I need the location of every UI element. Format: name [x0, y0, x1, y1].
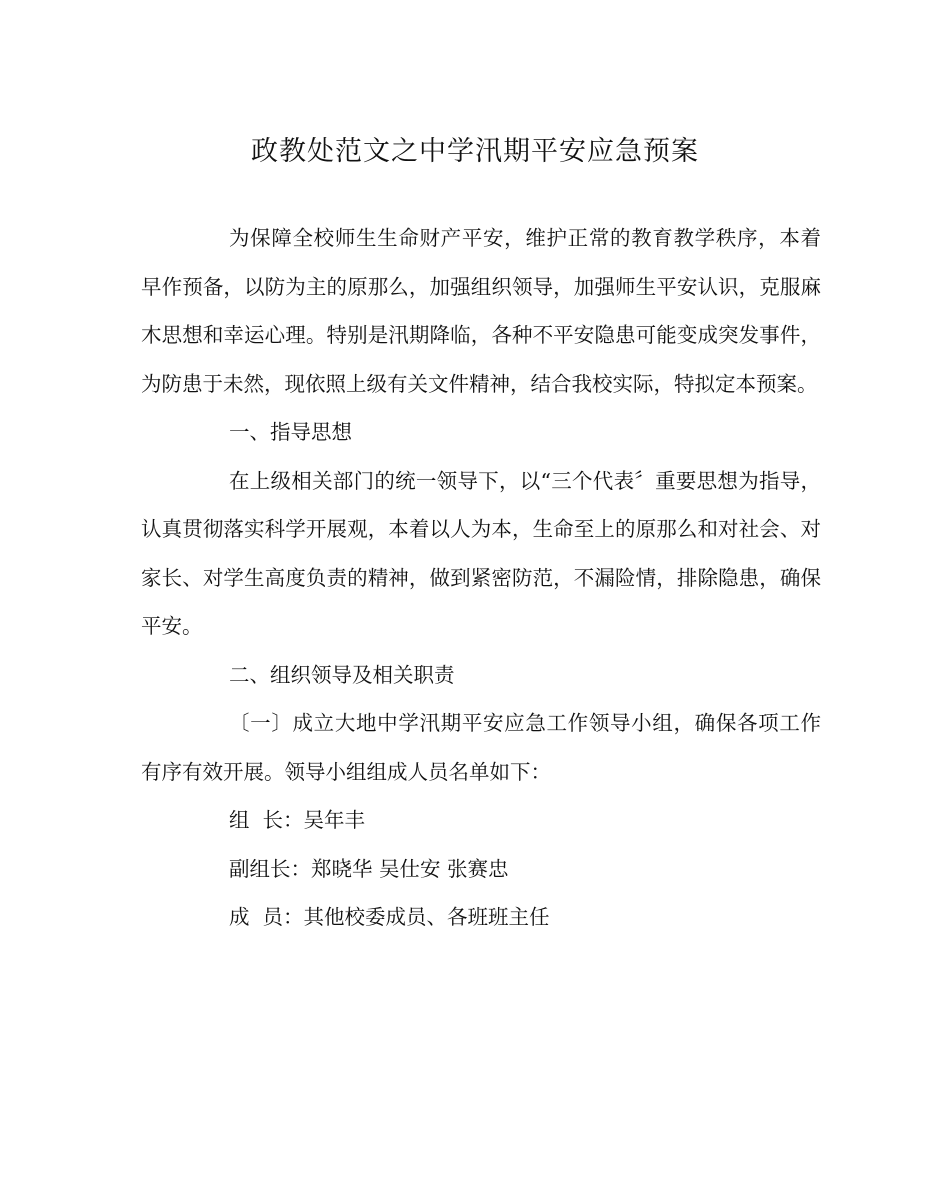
section-heading-guiding-ideology: 一、指导思想	[229, 420, 352, 444]
document-title: 政教处范文之中学汛期平安应急预案	[251, 136, 699, 167]
guiding-ideology-paragraph: 在上级相关部门的统一领导下，以“三个代表〞重要思想为指导，认真贯彻落实科学开展观，本着以人为本，生命至上的原那么和对社会、对家长、对学生高度负责的精神，做到紧密防范，不漏险情，排除隐患，确保平安。	[141, 468, 821, 638]
member-others: 成 员：其他校委成员、各班班主任	[229, 905, 550, 929]
document-body	[141, 214, 821, 942]
intro-paragraph: 为保障全校师生生命财产平安，维护正常的教育教学秩序，本着早作预备，以防为主的原那么，加强组织领导，加强师生平安认识，克服麻木思想和幸运心理。特别是汛期降临，各种不平安隐患可能变成突发事件，为防患于未然，现依照上级有关文件精神，结合我校实际，特拟定本预案。	[141, 226, 821, 396]
member-deputy-leaders: 副组长：郑晓华 吴仕安 张赛忠	[229, 856, 509, 881]
organization-paragraph: 〔一〕成立大地中学汛期平安应急工作领导小组，确保各项工作有序有效开展。领导小组组成人员名单如下：	[141, 711, 821, 784]
member-leader: 组 长：吴年丰	[229, 808, 366, 832]
section-heading-organization: 二、组织领导及相关职责	[229, 662, 455, 687]
